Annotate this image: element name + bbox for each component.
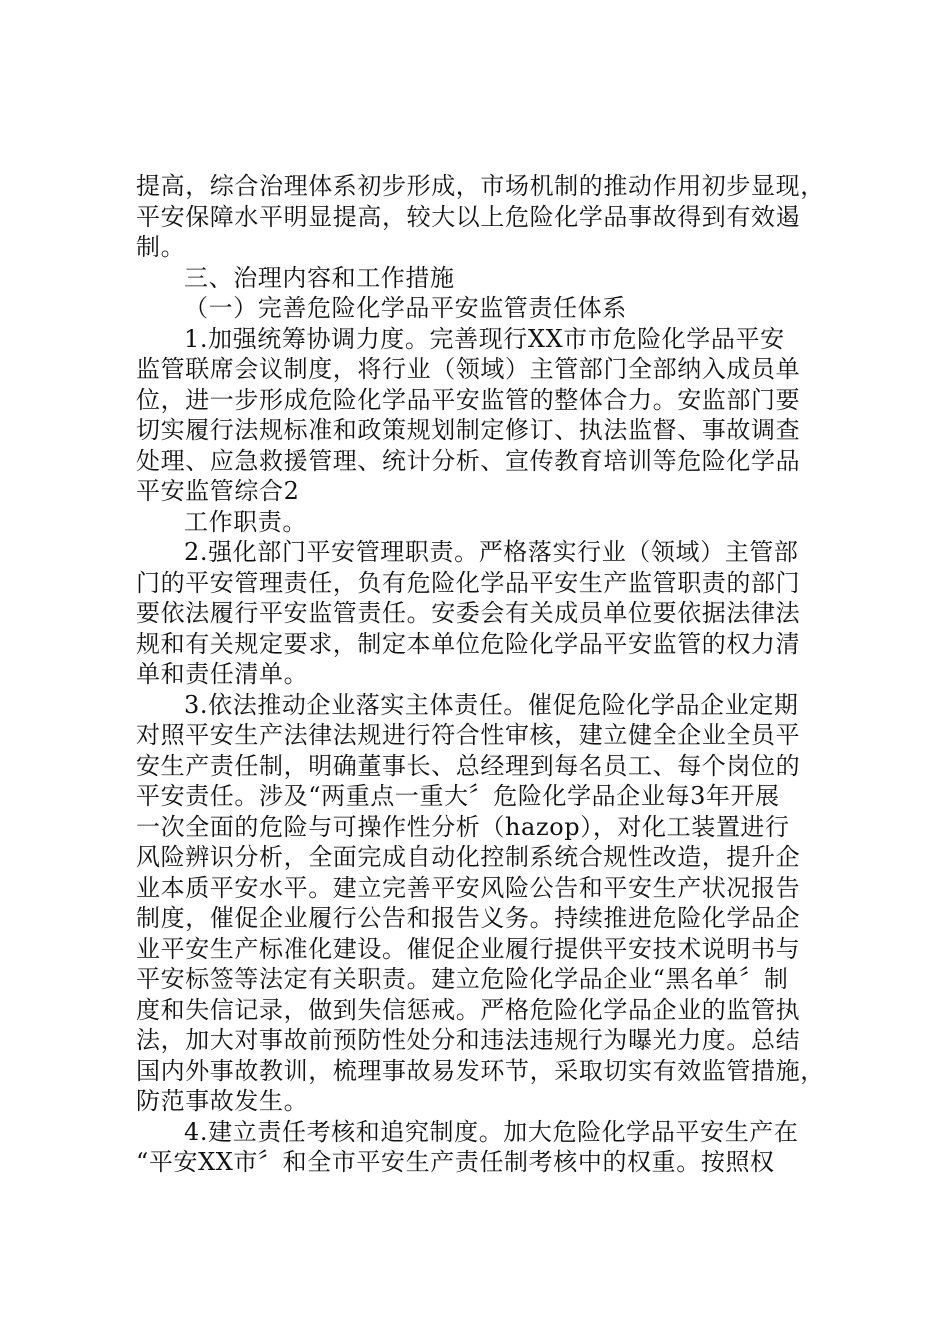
text-line: 提高，综合治理体系初步形成，市场机制的推动作用初步显现， bbox=[136, 172, 825, 200]
text-line: 规和有关规定要求，制定本单位危险化学品平安监管的权力清 bbox=[136, 629, 801, 658]
text-line: 法，加大对事故前预防性处分和违法违规行为曝光力度。总结 bbox=[136, 1026, 801, 1054]
text-line: 门的平安管理责任，负有危险化学品平安生产监管职责的部门 bbox=[136, 568, 801, 597]
paragraph-start: 4.建立责任考核和追究制度。加大危险化学品平安生产在 bbox=[184, 1117, 799, 1146]
text-line: 业本质平安水平。建立完善平安风险公告和平安生产状况报告 bbox=[136, 873, 801, 902]
text-line: 业平安生产标准化建设。催促企业履行提供平安技术说明书与 bbox=[136, 934, 801, 963]
subsection-heading: （一）完善危险化学品平安监管责任体系 bbox=[184, 294, 627, 322]
text-line: 一次全面的危险与可操作性分析（hazop），对化工装置进行 bbox=[136, 812, 790, 841]
text-line: 制。 bbox=[136, 233, 186, 261]
paragraph-start: 3.依法推动企业落实主体责任。催促危险化学品企业定期 bbox=[184, 690, 799, 719]
paragraph-start: 2.强化部门平安管理职责。严格落实行业（领域）主管部 bbox=[184, 538, 799, 566]
text-line: 切实履行法规标准和政策规划制定修订、执法监督、事故调查 bbox=[136, 416, 801, 444]
text-line: 平安保障水平明显提高，较大以上危险化学品事故得到有效遏 bbox=[136, 202, 801, 231]
text-line: 国内外事故教训，梳理事故易发环节，采取切实有效监管措施， bbox=[136, 1056, 825, 1085]
text-line: 制度，催促企业履行公告和报告义务。持续推进危险化学品企 bbox=[136, 904, 801, 932]
text-line: 平安标签等法定有关职责。建立危险化学品企业“黑名单〞制 bbox=[136, 965, 789, 993]
text-line: 平安责任。涉及“两重点一重大〞危险化学品企业每3年开展 bbox=[136, 782, 780, 810]
text-line: 平安监管综合2 bbox=[136, 477, 300, 505]
text-line: 防范事故发生。 bbox=[136, 1087, 309, 1115]
text-line: 度和失信记录，做到失信惩戒。严格危险化学品企业的监管执 bbox=[136, 995, 801, 1024]
text-line: 工作职责。 bbox=[184, 507, 307, 536]
text-line: 对照平安生产法律法规进行符合性审核，建立健全企业全员平 bbox=[136, 721, 801, 749]
text-line: 要依法履行平安监管责任。安委会有关成员单位要依据法律法 bbox=[136, 599, 801, 627]
section-heading: 三、治理内容和工作措施 bbox=[184, 263, 455, 292]
text-line: 监管联席会议制度，将行业（领域）主管部门全部纳入成员单 bbox=[136, 355, 801, 383]
text-line: 处理、应急救援管理、统计分析、宣传教育培训等危险化学品 bbox=[136, 446, 801, 475]
document-body bbox=[136, 171, 836, 1178]
text-line: “平安XX市〞和全市平安生产责任制考核中的权重。按照权 bbox=[136, 1148, 775, 1176]
text-line: 单和责任清单。 bbox=[136, 660, 309, 688]
paragraph-start: 1.加强统筹协调力度。完善现行XX市市危险化学品平安 bbox=[184, 324, 785, 353]
text-line: 风险辨识分析，全面完成自动化控制系统合规性改造，提升企 bbox=[136, 843, 801, 871]
text-line: 安生产责任制，明确董事长、总经理到每名员工、每个岗位的 bbox=[136, 751, 801, 780]
text-line: 位，进一步形成危险化学品平安监管的整体合力。安监部门要 bbox=[136, 385, 801, 414]
